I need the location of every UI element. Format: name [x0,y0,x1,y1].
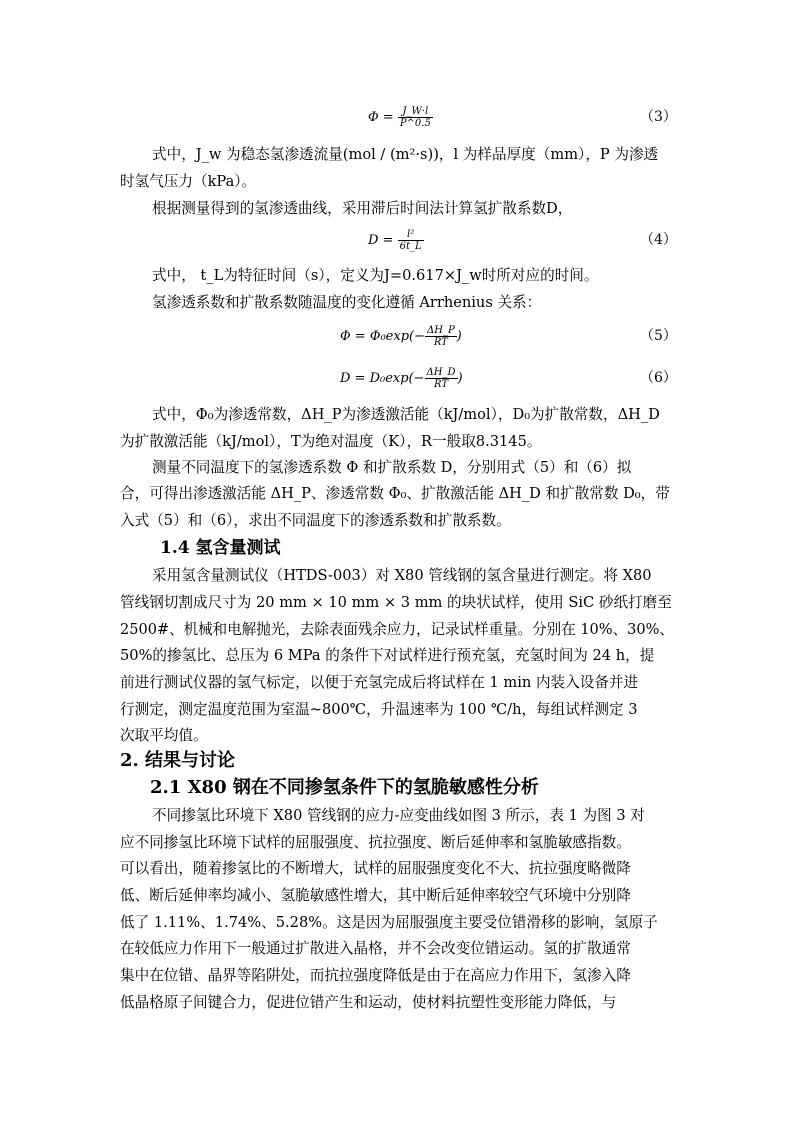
para-8-line-6: 在较低应力作用下一般通过扩散进入晶格，并不会改变位错运动。氢的扩散通常 [120,940,631,957]
para-8-line-2: 应不同掺氢比环境下试样的屈服强度、抗拉强度、断后延伸率和氢脆敏感指数。 [120,834,631,851]
equation-5-number: （5） [640,328,677,344]
para-1-line-2: 时氢气压力（kPa）。 [120,173,257,190]
eq3-lhs: Φ = [368,110,398,125]
section-heading-2-1: 2.1 X80 钢在不同掺氢条件下的氢脆敏感性分析 [150,777,539,798]
equation-5 [340,325,462,348]
eq5-rhs: ) [456,329,462,344]
para-4: 氢渗透系数和扩散系数随温度的变化遵循 Arrhenius 关系： [152,294,542,311]
para-7-line-6: 行测定，测定温度范围为室温~800℃，升温速率为 100 ℃/h，每组试样测定 3 [120,701,638,718]
para-7-line-5: 前进行测试仪器的氢气标定，以便于充氢完成后将试样在 1 min 内装入设备并进 [120,674,639,691]
para-8-line-4: 低、断后延伸率均减小、氢脆敏感性增大，其中断后延伸率较空气环境中分别降 [120,887,631,904]
equation-3-number: （3） [640,109,677,125]
para-8-line-1: 不同掺氢比环境下 X80 管线钢的应力-应变曲线如图 3 所示，表 1 为图 3 对 [152,807,645,824]
eq4-numerator: l² [398,229,424,241]
eq6-numerator: ΔH_D [426,367,456,378]
para-6-line-1: 测量不同温度下的氢渗透系数 Φ 和扩散系数 D，分别用式（5）和（6）拟 [152,459,632,476]
para-3: 式中， t_L为特征时间（s），定义为J=0.617×J_w时所对应的时间。 [152,267,599,284]
eq4-lhs: D = [368,233,398,248]
eq5-denominator: RT [433,337,448,348]
para-7-line-2: 管线钢切割成尺寸为 20 mm × 10 mm × 3 mm 的块状试样，使用 SiC 砂纸打磨至 [120,594,672,611]
para-1-line-1: 式中，J_w 为稳态氢渗透流量(mol / (m²·s))，l 为样品厚度（mm），P 为渗透 [152,146,659,163]
para-2: 根据测量得到的氢渗透曲线，采用滞后时间法计算氢扩散系数D， [152,200,573,217]
equation-4-number: （4） [640,232,677,248]
eq5-numerator: ΔH_P [427,325,455,336]
para-6-line-2: 合，可得出渗透激活能 ΔH_P、渗透常数 Φ₀、扩散激活能 ΔH_D 和扩散常数 D₀，带 [120,485,670,502]
eq3-denominator: P^0.5 [399,118,431,129]
para-7-line-7: 次取平均值。 [120,727,208,744]
para-7-line-4: 50%的掺氢比、总压为 6 MPa 的条件下对试样进行预充氢，充氢时间为 24 h，提 [120,647,655,664]
eq6-denominator: RT [434,379,449,390]
para-8-line-7: 集中在位错、晶界等陷阱处，而抗拉强度降低是由于在高应力作用下，氢渗入降 [120,967,631,984]
para-7-line-1: 采用氢含量测试仪（HTDS-003）对 X80 管线钢的氢含量进行测定。将 X80 [152,567,652,584]
equation-4 [368,229,424,252]
eq3-numerator: J_W·l [398,106,433,118]
para-8-line-8: 低晶格原子间键合力，促进位错产生和运动，使材料抗塑性变形能力降低，与 [120,994,617,1011]
eq4-denominator: 6t_L [399,241,422,252]
section-heading-2: 2. 结果与讨论 [120,750,236,771]
para-8-line-5: 低了 1.11%、1.74%、5.28%。这是因为屈服强度主要受位错滑移的影响，氢原子 [120,914,658,931]
para-5-line-2: 为扩散激活能（kJ/mol），T为绝对温度（K），R一般取8.3145。 [120,433,542,450]
equation-6-number: （6） [640,370,677,386]
eq6-rhs: ) [457,371,463,386]
para-7-line-3: 2500#、机械和电解抛光，去除表面残余应力，记录试样重量。分别在 10%、30%、 [120,621,674,638]
para-8-line-3: 可以看出，随着掺氢比的不断增大，试样的屈服强度变化不大、抗拉强度略微降 [120,860,631,877]
equation-3 [368,106,433,129]
eq5-lhs: Φ = Φ₀exp(− [340,329,425,344]
para-6-line-3: 入式（5）和（6），求出不同温度下的渗透系数和扩散系数。 [120,512,511,529]
para-5-line-1: 式中，Φ₀为渗透常数，ΔH_P为渗透激活能（kJ/mol），D₀为扩散常数，ΔH_D [152,406,660,423]
section-heading-1-4: 1.4 氢含量测试 [160,538,281,558]
eq6-lhs: D = D₀exp(− [340,371,425,386]
equation-6 [340,367,463,390]
